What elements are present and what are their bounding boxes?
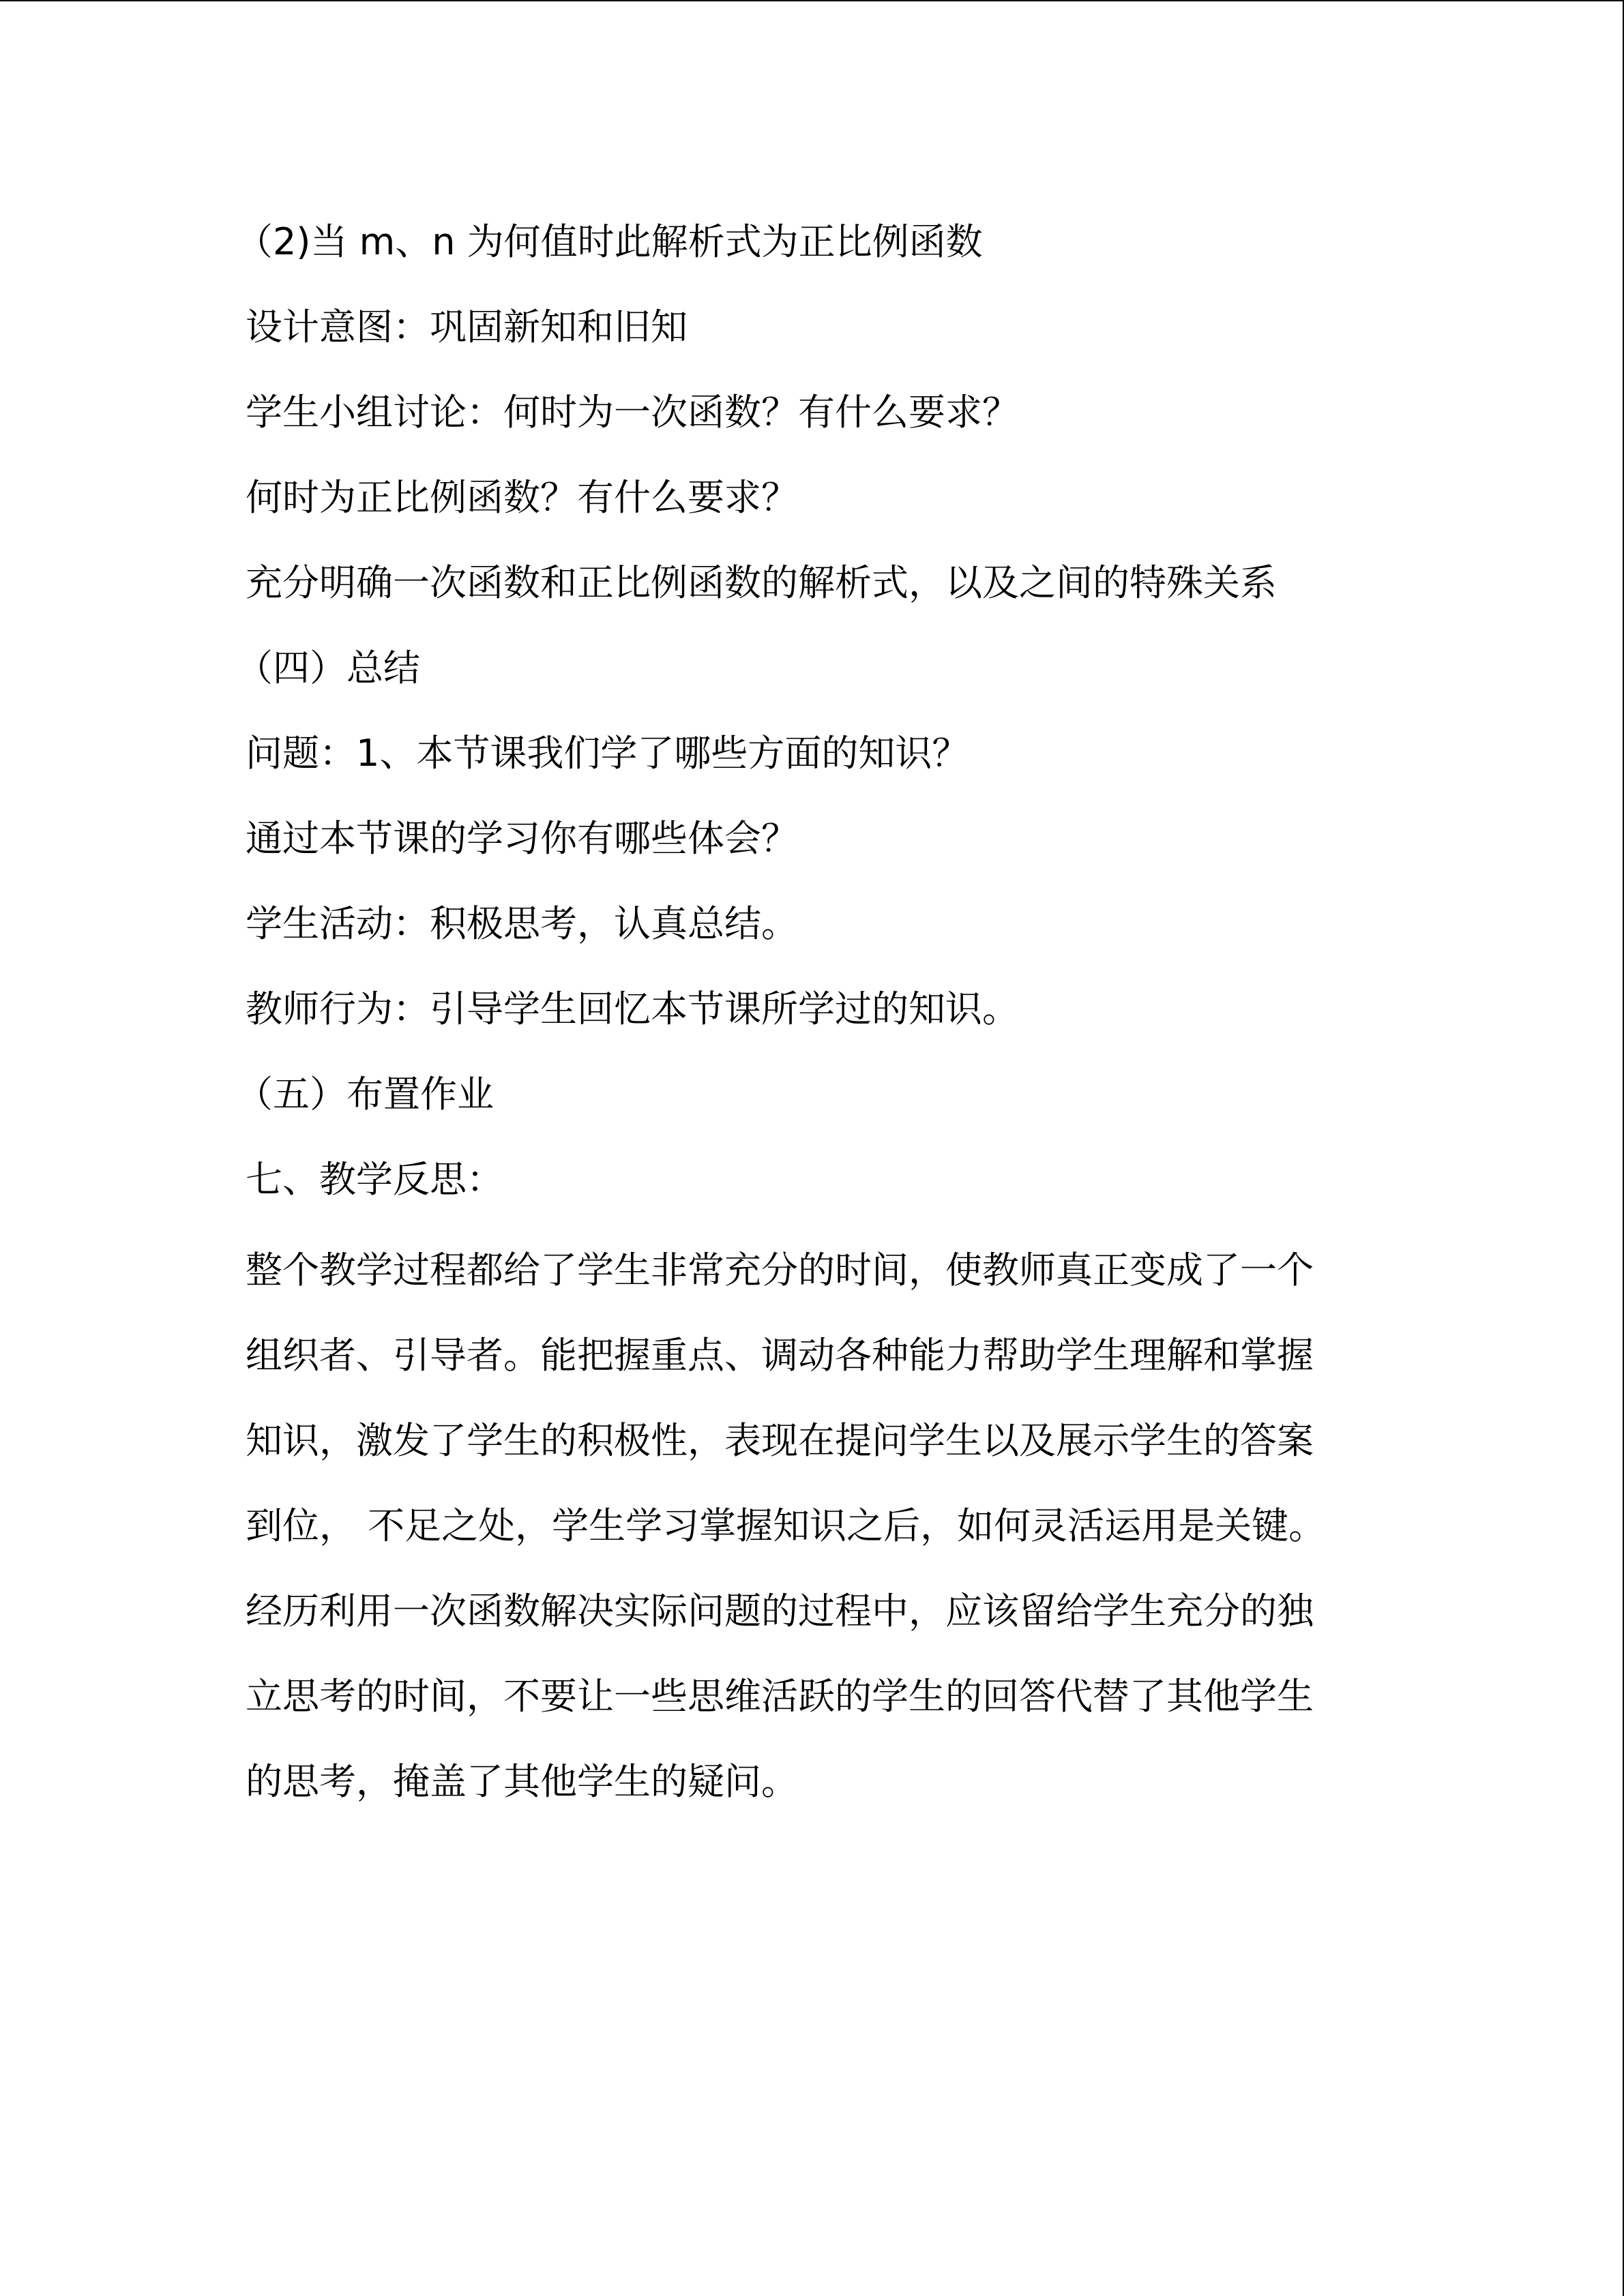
proportional-question: 何时为正比例函数？有什么要求？ — [246, 476, 798, 519]
reflection-paragraph — [246, 1227, 1364, 1824]
teacher-behavior: 教师行为：引导学生回忆本节课所学过的知识。 — [246, 987, 1019, 1030]
summary-reflection-question: 通过本节课的学习你有哪些体会？ — [246, 817, 798, 860]
reflection-line: 立思考的时间，不要让一些思维活跃的学生的回答代替了其他学生 — [246, 1675, 1314, 1718]
group-discussion: 学生小组讨论：何时为一次函数？有什么要求？ — [246, 391, 1019, 434]
clarification: 充分明确一次函数和正比例函数的解析式，以及之间的特殊关系 — [246, 561, 1277, 604]
section-heading-homework: （五）布置作业 — [236, 1073, 494, 1116]
document-body — [236, 205, 1364, 1824]
section-heading-summary: （四）总结 — [236, 646, 420, 689]
student-activity: 学生活动：积极思考，认真总结。 — [246, 902, 798, 945]
question-part-2: （2)当 m、n 为何值时此解析式为正比例函数 — [236, 220, 983, 263]
summary-question: 问题：1、本节课我们学了哪些方面的知识？ — [246, 732, 969, 775]
section-heading-reflection: 七、教学反思： — [246, 1158, 503, 1201]
reflection-line: 知识，激发了学生的积极性，表现在提问学生以及展示学生的答案 — [246, 1419, 1314, 1462]
reflection-line: 到位， 不足之处，学生学习掌握知识之后，如何灵活运用是关键。 — [246, 1504, 1326, 1547]
reflection-line: 经历利用一次函数解决实际问题的过程中，应该留给学生充分的独 — [246, 1590, 1314, 1632]
reflection-line: 组织者、引导者。能把握重点、调动各种能力帮助学生理解和掌握 — [246, 1334, 1314, 1377]
design-intent: 设计意图：巩固新知和旧知 — [246, 305, 688, 348]
reflection-line: 的思考，掩盖了其他学生的疑问。 — [246, 1760, 798, 1803]
reflection-line: 整个教学过程都给了学生非常充分的时间，使教师真正变成了一个 — [246, 1249, 1314, 1292]
